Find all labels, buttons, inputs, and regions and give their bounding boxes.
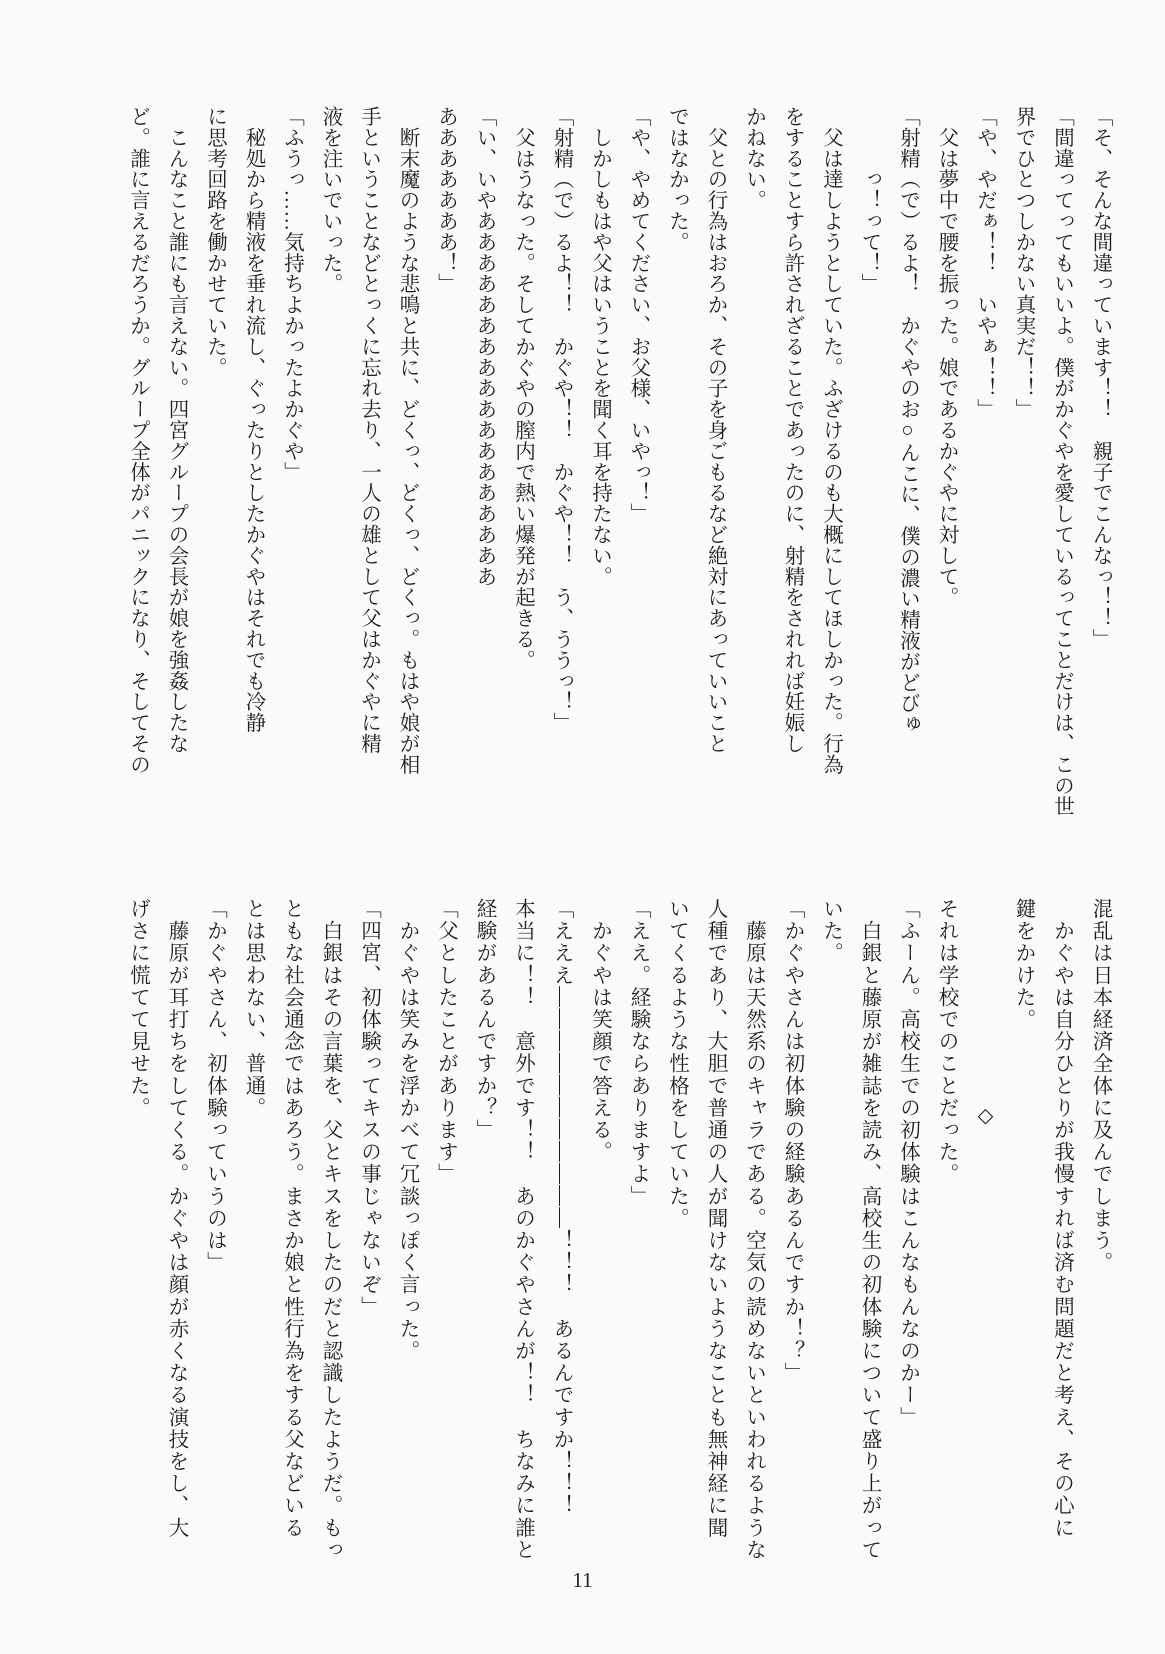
text-column: 「射精（で）るよ！！ かぐや！！ かぐや！！ う、ううっ！」 bbox=[550, 106, 572, 733]
text-column: 手ということなどとっくに忘れ去り、一人の雄として父はかぐやに精 bbox=[357, 106, 380, 754]
text-column: いた。 bbox=[819, 898, 842, 965]
text-column: 本当に！！ 意外です！！ あのかぐやさんが！！ ちなみに誰と bbox=[511, 898, 534, 1561]
text-column: それは学校でのことだった。 bbox=[935, 898, 957, 1186]
text-column: 混乱は日本経済全体に及んでしまう。 bbox=[1089, 898, 1111, 1274]
text-column: 父との行為はおろか、その子を身ごもるなど絶対にあっていいこと bbox=[704, 106, 726, 754]
text-column: こんなこと誰にも言えない。四宮グループの会長が娘を強姦したな bbox=[165, 106, 187, 754]
text-column: いてくるような性格をしていた。 bbox=[665, 898, 688, 1230]
text-column: 「四宮、初体験ってキスの事じゃないぞ」 bbox=[357, 898, 380, 1318]
text-column: 「そ、そんな間違っています！！ 親子でこんなっ！！」 bbox=[1089, 106, 1111, 650]
text-column: 液を注いでいった。 bbox=[319, 106, 341, 295]
text-column: をすることすら許されざることであったのに、射精をされれば妊娠し bbox=[781, 106, 803, 754]
text-column: 経験があるんですか？」 bbox=[473, 898, 495, 1142]
text-column: 「や、やめてください、お父様、いやっ！」 bbox=[627, 106, 649, 524]
text-column: 父は達しようとしていた。ふざけるのも大概にしてほしかった。行為 bbox=[819, 106, 842, 775]
text-column: 「ふうっ……気持ちよかったよかぐや」 bbox=[280, 106, 303, 483]
text-column: 「間違ってってもいいよ。僕がかぐやを愛しているってことだけは、この世 bbox=[1050, 106, 1073, 817]
text-column: 「射精（で）るよ！ かぐやのお○んこに、僕の濃い精液がどびゅ bbox=[896, 106, 919, 735]
text-column: 界でひとつしかない真実だ！！」 bbox=[1012, 106, 1034, 420]
text-column: 人種であり、大胆で普通の人が聞けないようなことも無神経に聞 bbox=[704, 898, 726, 1539]
text-column: ど。誰に言えるだろうか。グループ全体がパニックになり、そしてその bbox=[126, 106, 149, 775]
text-column: かぐやは笑みを浮かべて冗談っぽく言った。 bbox=[396, 898, 418, 1363]
text-column: 「かぐやさん、初体験っていうのは」 bbox=[203, 898, 226, 1274]
text-column: かぐやは自分ひとりが我慢すれば済む問題だと考え、その心に bbox=[1050, 898, 1073, 1539]
text-column: 藤原は天然系のキャラである。空気の読めないといわれるような bbox=[742, 898, 765, 1561]
text-column: 白銀と藤原が雑誌を読み、高校生の初体験について盛り上がって bbox=[858, 898, 880, 1561]
page-number: 11 bbox=[572, 1568, 593, 1592]
text-column: 「ふーん。高校生での初体験はこんなもんなのかー」 bbox=[896, 898, 919, 1429]
text-column: 藤原が耳打ちをしてくる。かぐやは顔が赤くなる演技をし、大 bbox=[165, 898, 187, 1539]
text-column: 父はうなった。そしてかぐやの膣内で熱い爆発が起きる。 bbox=[511, 106, 534, 671]
text-column: 「い、いやああああああああああああああああああ bbox=[473, 106, 495, 587]
text-column: 鍵をかけた。 bbox=[1012, 898, 1034, 1031]
scene-divider: ◇ bbox=[973, 1103, 996, 1129]
bottom-text-block bbox=[118, 898, 1119, 1566]
text-column: とは思わない、普通。 bbox=[242, 898, 264, 1119]
text-column: かねない。 bbox=[742, 106, 765, 211]
text-column: っ！って！」 bbox=[858, 106, 880, 295]
text-column: 「ええ。経験ならありますよ」 bbox=[627, 898, 649, 1208]
text-column: 白銀はその言葉を、父とキスをしたのだと認識したようだ。もっ bbox=[319, 898, 341, 1561]
text-column: 「父としたことがあります」 bbox=[434, 898, 457, 1186]
text-column: 「えええ―――――――――――！！！ あるんですか！！！ bbox=[550, 898, 572, 1517]
text-column: げさに慌てて見せた。 bbox=[126, 898, 149, 1119]
text-column: かぐやは笑顔で答える。 bbox=[588, 898, 611, 1164]
text-column: しかしもはや父はいうことを聞く耳を持たない。 bbox=[588, 106, 611, 587]
text-column: ともな社会通念ではあろう。まさか娘と性行為をする父などいる bbox=[280, 898, 303, 1539]
text-column: 「や、やだぁ！！ いやぁ！！」 bbox=[973, 106, 996, 420]
top-text-block bbox=[118, 106, 1119, 821]
text-column: 秘処から精液を垂れ流し、ぐったりとしたかぐやはそれでも冷静 bbox=[242, 106, 264, 733]
text-column: あああああああ！」 bbox=[434, 106, 457, 295]
text-column: 断末魔のような悲鳴と共に、どくっ、どくっ、どくっ。もはや娘が相 bbox=[396, 106, 418, 775]
text-column: 「かぐやさんは初体験の経験あるんですか！？」 bbox=[781, 898, 803, 1385]
text-column: に思考回路を働かせていた。 bbox=[203, 106, 226, 378]
text-column: ではなかった。 bbox=[665, 106, 688, 253]
text-column: 父は夢中で腰を振った。娘であるかぐやに対して。 bbox=[935, 106, 957, 608]
